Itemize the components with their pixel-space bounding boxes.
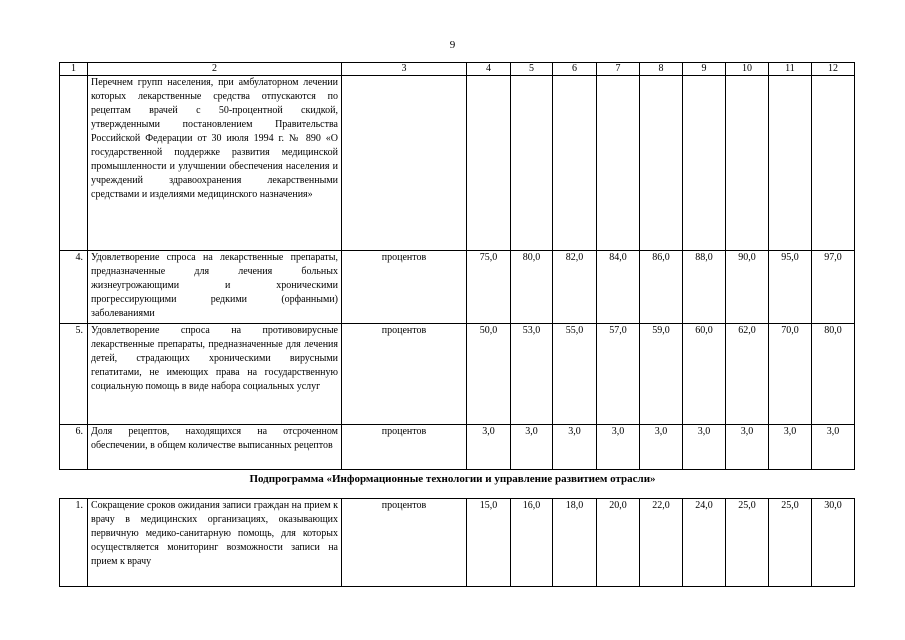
value-cell: 3,0	[726, 425, 769, 470]
table-row	[60, 76, 855, 251]
value-cell: 25,0	[769, 499, 812, 587]
value-cell: 60,0	[683, 324, 726, 425]
value-cell: 75,0	[467, 251, 511, 324]
value-cell: 59,0	[640, 324, 683, 425]
value-cell: 3,0	[683, 425, 726, 470]
value-cell	[553, 76, 597, 251]
column-header: 12	[812, 63, 855, 76]
value-cell: 97,0	[812, 251, 855, 324]
column-header: 3	[342, 63, 467, 76]
indicator-description: Доля рецептов, находящихся на отсроченном обеспечении, в общем количестве выписанных рецептов	[88, 425, 342, 470]
column-header: 8	[640, 63, 683, 76]
value-cell: 62,0	[726, 324, 769, 425]
value-cell: 86,0	[640, 251, 683, 324]
value-cell: 88,0	[683, 251, 726, 324]
value-cell: 20,0	[597, 499, 640, 587]
row-number: 1.	[60, 499, 88, 587]
value-cell: 84,0	[597, 251, 640, 324]
column-header: 5	[511, 63, 553, 76]
indicators-table	[59, 62, 855, 470]
value-cell: 50,0	[467, 324, 511, 425]
value-cell: 3,0	[812, 425, 855, 470]
value-cell: 24,0	[683, 499, 726, 587]
unit-cell	[342, 76, 467, 251]
value-cell	[812, 76, 855, 251]
table-row	[60, 425, 855, 470]
value-cell: 3,0	[769, 425, 812, 470]
value-cell: 22,0	[640, 499, 683, 587]
value-cell: 82,0	[553, 251, 597, 324]
value-cell: 90,0	[726, 251, 769, 324]
value-cell: 3,0	[553, 425, 597, 470]
value-cell: 70,0	[769, 324, 812, 425]
value-cell: 3,0	[467, 425, 511, 470]
value-cell	[511, 76, 553, 251]
table-row	[60, 499, 855, 587]
value-cell	[640, 76, 683, 251]
value-cell: 18,0	[553, 499, 597, 587]
column-header: 9	[683, 63, 726, 76]
table-row	[60, 251, 855, 324]
value-cell: 25,0	[726, 499, 769, 587]
indicator-description: Перечнем групп населения, при амбулаторном лечении которых лекарственные средства отпускаются по рецептам врачей с 50-процентной скидкой, утвержденными постановлением Правительства Российской Федерации от 30 июля 1994 г. № 890 «О государственной поддержке развития медицинской промышленности и улучшении обеспечения населения и учреждений здравоохранения лекарственными средствами и изделиями медицинского назначения»	[88, 76, 342, 251]
indicator-description: Удовлетворение спроса на противовирусные лекарственные препараты, предназначенные для лечения детей, страдающих хроническими вирусными гепатитами, не имеющих права на государственную социальную помощь в виде набора социальных услуг	[88, 324, 342, 425]
column-header: 10	[726, 63, 769, 76]
column-header: 11	[769, 63, 812, 76]
row-number: 4.	[60, 251, 88, 324]
row-number: 5.	[60, 324, 88, 425]
column-header: 6	[553, 63, 597, 76]
value-cell	[683, 76, 726, 251]
value-cell	[769, 76, 812, 251]
value-cell: 80,0	[511, 251, 553, 324]
column-header-row	[60, 63, 855, 76]
row-number	[60, 76, 88, 251]
value-cell: 57,0	[597, 324, 640, 425]
subprogram-indicators-table	[59, 498, 855, 587]
value-cell: 95,0	[769, 251, 812, 324]
value-cell: 3,0	[511, 425, 553, 470]
value-cell: 53,0	[511, 324, 553, 425]
table-row	[60, 324, 855, 425]
unit-cell: процентов	[342, 499, 467, 587]
value-cell: 80,0	[812, 324, 855, 425]
value-cell	[597, 76, 640, 251]
unit-cell: процентов	[342, 324, 467, 425]
column-header: 7	[597, 63, 640, 76]
unit-cell: процентов	[342, 251, 467, 324]
indicator-description: Сокращение сроков ожидания записи граждан на прием к врачу в медицинских организациях, оказывающих первичную медико-санитарную помощь, для которых осуществляется мониторинг возможности записи на прием к врачу	[88, 499, 342, 587]
value-cell: 3,0	[640, 425, 683, 470]
column-header: 1	[60, 63, 88, 76]
value-cell: 55,0	[553, 324, 597, 425]
value-cell	[467, 76, 511, 251]
unit-cell: процентов	[342, 425, 467, 470]
row-number: 6.	[60, 425, 88, 470]
value-cell: 15,0	[467, 499, 511, 587]
column-header: 4	[467, 63, 511, 76]
value-cell: 30,0	[812, 499, 855, 587]
value-cell	[726, 76, 769, 251]
subprogram-title: Подпрограмма «Информационные технологии и управление развитием отрасли»	[249, 473, 656, 485]
indicator-description: Удовлетворение спроса на лекарственные препараты, предназначенные для лечения больных жизнеугрожающими и хроническими прогрессирующими редкими (орфанными) заболеваниями	[88, 251, 342, 324]
column-header: 2	[88, 63, 342, 76]
value-cell: 3,0	[597, 425, 640, 470]
page-number: 9	[449, 39, 456, 51]
value-cell: 16,0	[511, 499, 553, 587]
